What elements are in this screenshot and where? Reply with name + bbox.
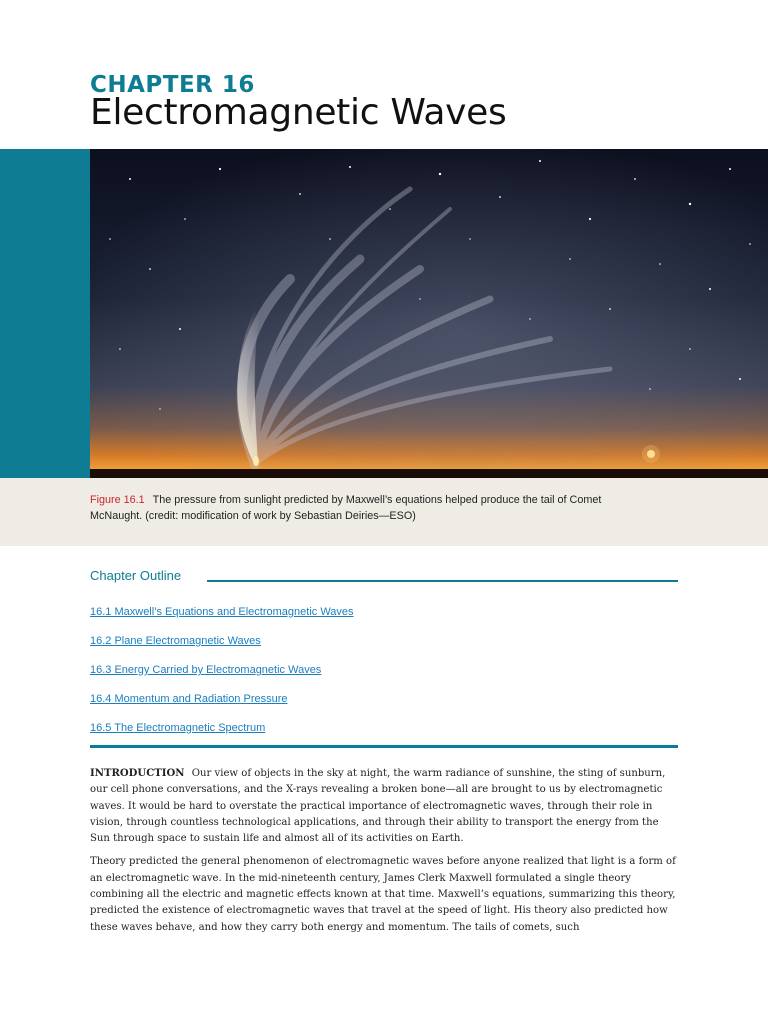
outline-link-16-5[interactable]: 16.5 The Electromagnetic Spectrum — [90, 722, 266, 734]
introduction-section — [90, 766, 680, 943]
comet-photo — [90, 149, 768, 478]
outline-item — [90, 631, 354, 660]
outline-link-16-3[interactable]: 16.3 Energy Carried by Electromagnetic Waves — [90, 664, 322, 676]
intro-label: INTRODUCTION — [90, 768, 185, 779]
outline-bottom-divider — [90, 745, 678, 748]
outline-link-16-1[interactable]: 16.1 Maxwell’s Equations and Electromagnetic Waves — [90, 606, 354, 618]
chapter-outline-heading: Chapter Outline — [90, 568, 182, 583]
intro-paragraph-1 — [90, 766, 680, 847]
figure-caption-band — [0, 478, 768, 546]
outline-link-16-2[interactable]: 16.2 Plane Electromagnetic Waves — [90, 635, 261, 647]
chapter-title: Electromagnetic Waves — [90, 92, 507, 133]
outline-item — [90, 689, 354, 718]
outline-divider — [207, 580, 678, 582]
outline-item — [90, 660, 354, 689]
intro-paragraph-2: Theory predicted the general phenomenon of electromagnetic waves before anyone realized that light is a form of an electromagnetic wave. In the mid-nineteenth century, James Clerk Maxwell formulated a single theory combining all the electric and magnetic effects known at that time. Maxwell’s equations, summarizing this theory, predicted the existence of electromagnetic waves that travel at the speed of light. His theory also predicted how these waves behave, and how they carry both energy and momentum. The tails of comets, such — [90, 856, 676, 933]
intro-paragraph-1-text: Our view of objects in the sky at night, the warm radiance of sunshine, the sting of sunburn, our cell phone conversations, and the X-rays revealing a broken bone—all are brought to us by electromagnetic waves. It would be hard to overstate the practical importance of electromagnetic waves, through their role in vision, through countless technological applications, and through their ability to transport the energy from the Sun through space to sustain life and almost all of its activities on Earth. — [90, 768, 666, 845]
outline-item — [90, 718, 354, 747]
chapter-outline-list — [90, 602, 354, 747]
accent-bar — [0, 149, 90, 478]
figure-caption-text: The pressure from sunlight predicted by Maxwell’s equations helped produce the tail of Comet McNaught. (credit: modification of work by Sebastian Deiries—ESO) — [90, 494, 602, 522]
figure-number: Figure 16.1 — [90, 494, 145, 506]
outline-item — [90, 602, 354, 631]
chapter-label: CHAPTER 16 — [90, 72, 255, 98]
outline-link-16-4[interactable]: 16.4 Momentum and Radiation Pressure — [90, 693, 288, 705]
figure-caption — [90, 492, 650, 524]
